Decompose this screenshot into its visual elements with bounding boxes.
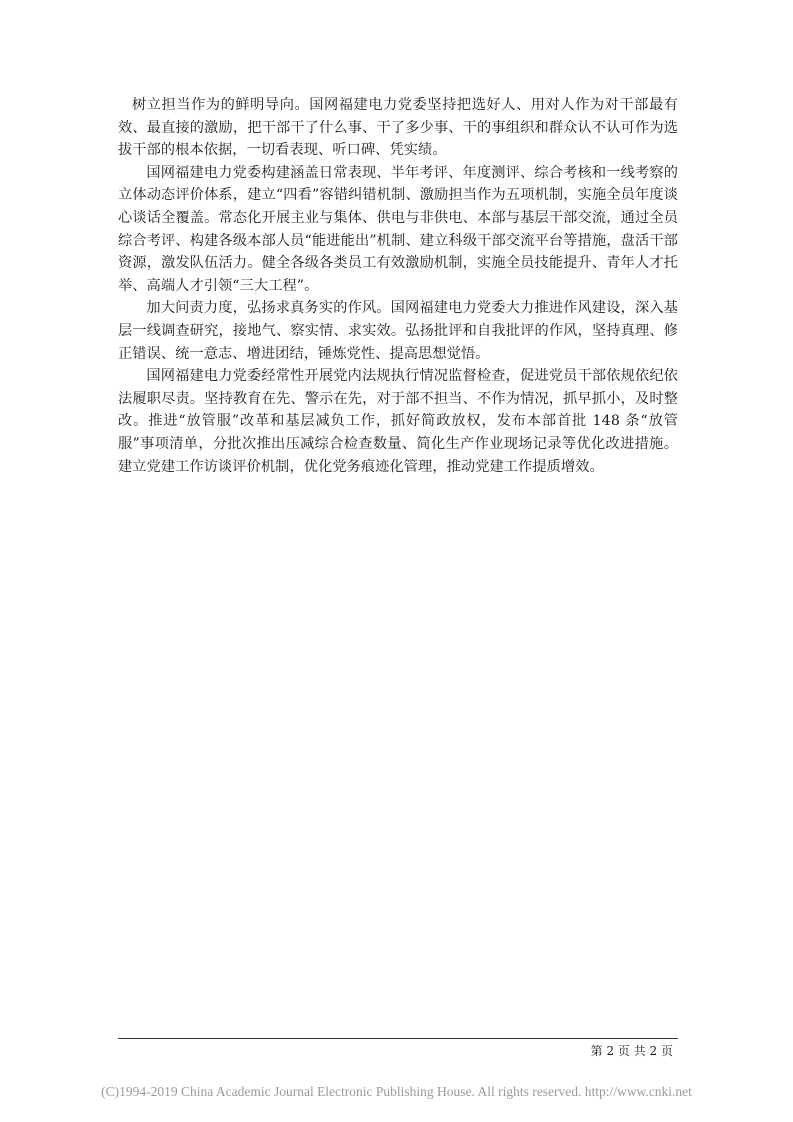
article-body xyxy=(118,94,678,478)
paragraph-1: 树立担当作为的鲜明导向。国网福建电力党委坚持把选好人、用对人作为对干部最有效、最直接的激励，把干部干了什么事、干了多少事、干的事组织和群众认不认可作为选拔干部的根本依据，一切看表现、听口碑、凭实绩。 xyxy=(118,97,678,159)
copyright-notice: (C)1994-2019 China Academic Journal Electronic Publishing House. All rights reserved. http://www.cnki.net xyxy=(101,1084,692,1099)
paragraph-3: 加大问责力度，弘扬求真务实的作风。国网福建电力党委大力推进作风建设，深入基层一线调查研究，接地气、察实情、求实效。弘扬批评和自我批评的作风，坚持真理、修正错误、统一意志、增进团结，锤炼党性、提高思想觉悟。 xyxy=(118,300,678,362)
paragraph-2: 国网福建电力党委构建涵盖日常表现、半年考评、年度测评、综合考核和一线考察的立体动态评价体系，建立“四看”容错纠错机制、激励担当作为五项机制，实施全员年度谈心谈话全覆盖。常态化开展主业与集体、供电与非供电、本部与基层干部交流，通过全员综合考评、构建各级本部人员“能进能出”机制、建立科级干部交流平台等措施，盘活干部资源，激发队伍活力。健全各级各类员工有效激励机制，实施全员技能提升、青年人才托举、高端人才引领“三大工程”。 xyxy=(118,164,678,294)
page-number: 第 2 页 共 2 页 xyxy=(590,1044,673,1058)
paragraph-4: 国网福建电力党委经常性开展党内法规执行情况监督检查，促进党员干部依规依纪依法履职尽责。坚持教育在先、警示在先，对于部不担当、不作为情况，抓早抓小，及时整改。推进“放管服”改革和基层减负工作，抓好简政放权，发布本部首批 148 条“放管服”事项清单，分批次推出压减综合检查数量、简化生产作业现场记录等优化改进措施。建立党建工作访谈评价机制，优化党务痕迹化管理，推动党建工作提质增效。 xyxy=(118,368,678,475)
footer-divider xyxy=(118,1038,678,1039)
